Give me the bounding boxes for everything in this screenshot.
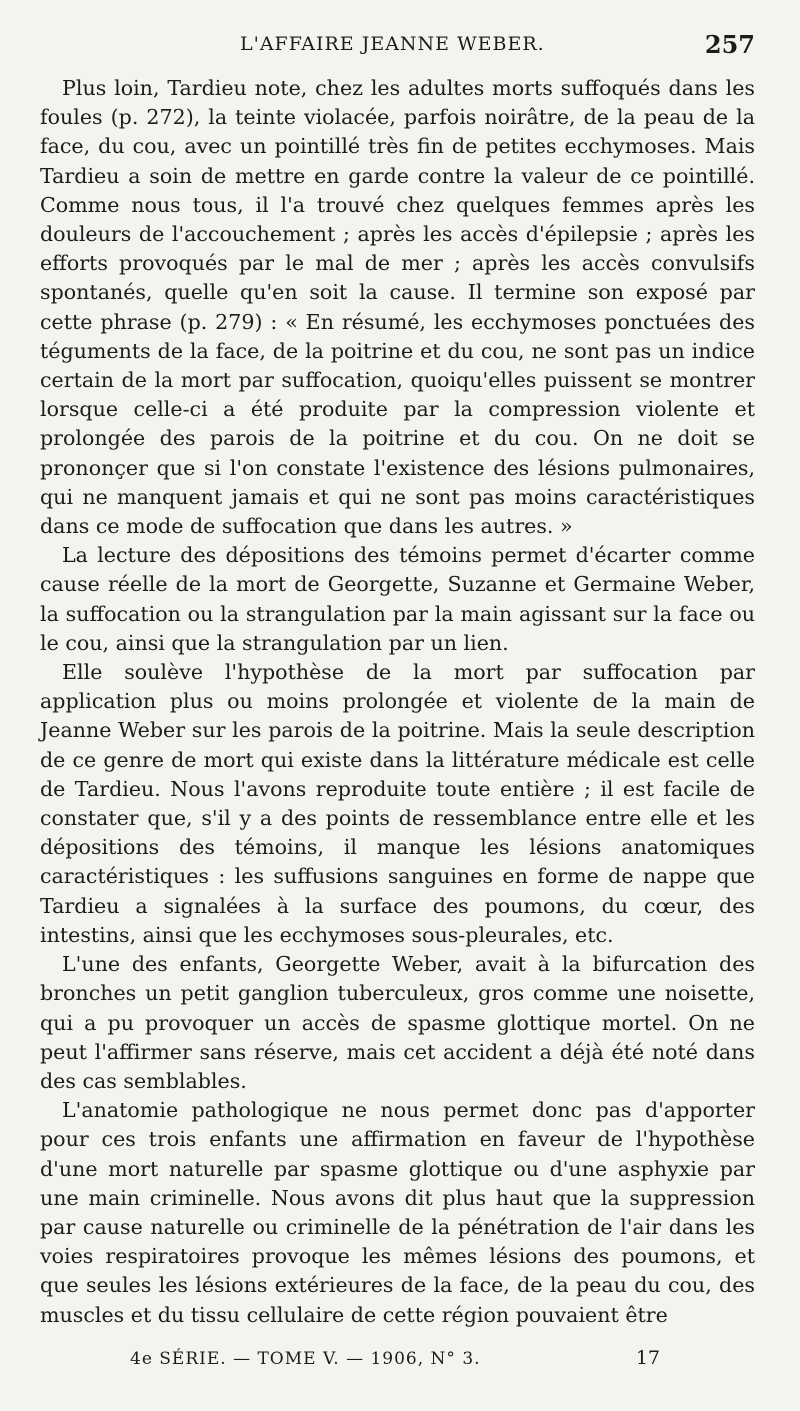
page-number: 257 xyxy=(704,30,755,59)
paragraph-5: L'anatomie pathologique ne nous permet donc pas d'apporter pour ces trois enfants une affirmation en faveur de l'hypothèse d'une mort naturelle par spasme glottique ou d'une asphyxie par une main criminelle. Nous avons dit plus haut que la suppression par cause naturelle ou criminelle de la pénétration de l'air dans les voies respiratoires provoque les mêmes lésions des poumons, et que seules les lésions extérieures de la face, de la peau du cou, des muscles et du tissu cellulaire de cette région pouvaient être xyxy=(40,1098,755,1327)
series-volume-signature: 4e SÉRIE. — TOME V. — 1906, N° 3. xyxy=(130,1349,481,1369)
printer-signature-line xyxy=(130,1343,660,1373)
paragraph-4: L'une des enfants, Georgette Weber, avait à la bifurcation des bronches un petit ganglion tuberculeux, gros comme une noisette, qui a pu provoquer un accès de spasme glottique mortel. On ne peut l'affirmer sans réserve, mais cet accident a déjà été noté dans des cas semblables. xyxy=(40,952,755,1093)
running-head xyxy=(40,30,755,64)
paragraph-2: La lecture des dépositions des témoins permet d'écarter comme cause réelle de la mort de Georgette, Suzanne et Germaine Weber, la suffocation ou la strangulation par la main agissant sur la face ou le cou, ainsi que la strangulation par un lien. xyxy=(40,543,755,655)
paragraph-1: Plus loin, Tardieu note, chez les adultes morts suffoqués dans les foules (p. 272), la teinte violacée, parfois noirâtre, de la peau de la face, du cou, avec un pointillé très fin de petites ecchymoses. Mais Tardieu a soin de mettre en garde contre la valeur de ce pointillé. Comme nous tous, il l'a trouvé chez quelques femmes après les douleurs de l'accouchement ; après les accès d'épilepsie ; après les efforts provoqués par le mal de mer ; après les accès convulsifs spontanés, quelle qu'en soit la cause. Il termine son exposé par cette phrase (p. 279) : « En résumé, les ecchymoses ponctuées des téguments de la face, de la poitrine et du cou, ne sont pas un indice certain de la mort par suffocation, quoiqu'elles puissent se montrer lorsque celle-ci a été produite par la compression violente et prolongée des parois de la poitrine et du cou. On ne doit se prononçer que si l'on constate l'existence des lésions pulmonaires, qui ne manquent jamais et qui ne sont pas moins caractéristiques dans ce mode de suffocation que dans les autres. » xyxy=(40,76,755,539)
signature-number: 17 xyxy=(635,1347,660,1369)
paragraph-3: Elle soulève l'hypothèse de la mort par suffocation par application plus ou moins prolongée et violente de la main de Jeanne Weber sur les parois de la poitrine. Mais la seule description de ce genre de mort qui existe dans la littérature médicale est celle de Tardieu. Nous l'avons reproduite toute entière ; il est facile de constater que, s'il y a des points de ressemblance entre elle et les dépositions des témoins, il manque les lésions anatomiques caractéristiques : les suffusions sanguines en forme de nappe que Tardieu a signalées à la surface des poumons, du cœur, des intestins, ainsi que les ecchymoses sous-pleurales, etc. xyxy=(40,660,755,947)
running-title: L'AFFAIRE JEANNE WEBER. xyxy=(240,33,545,55)
body-text xyxy=(40,74,755,1330)
